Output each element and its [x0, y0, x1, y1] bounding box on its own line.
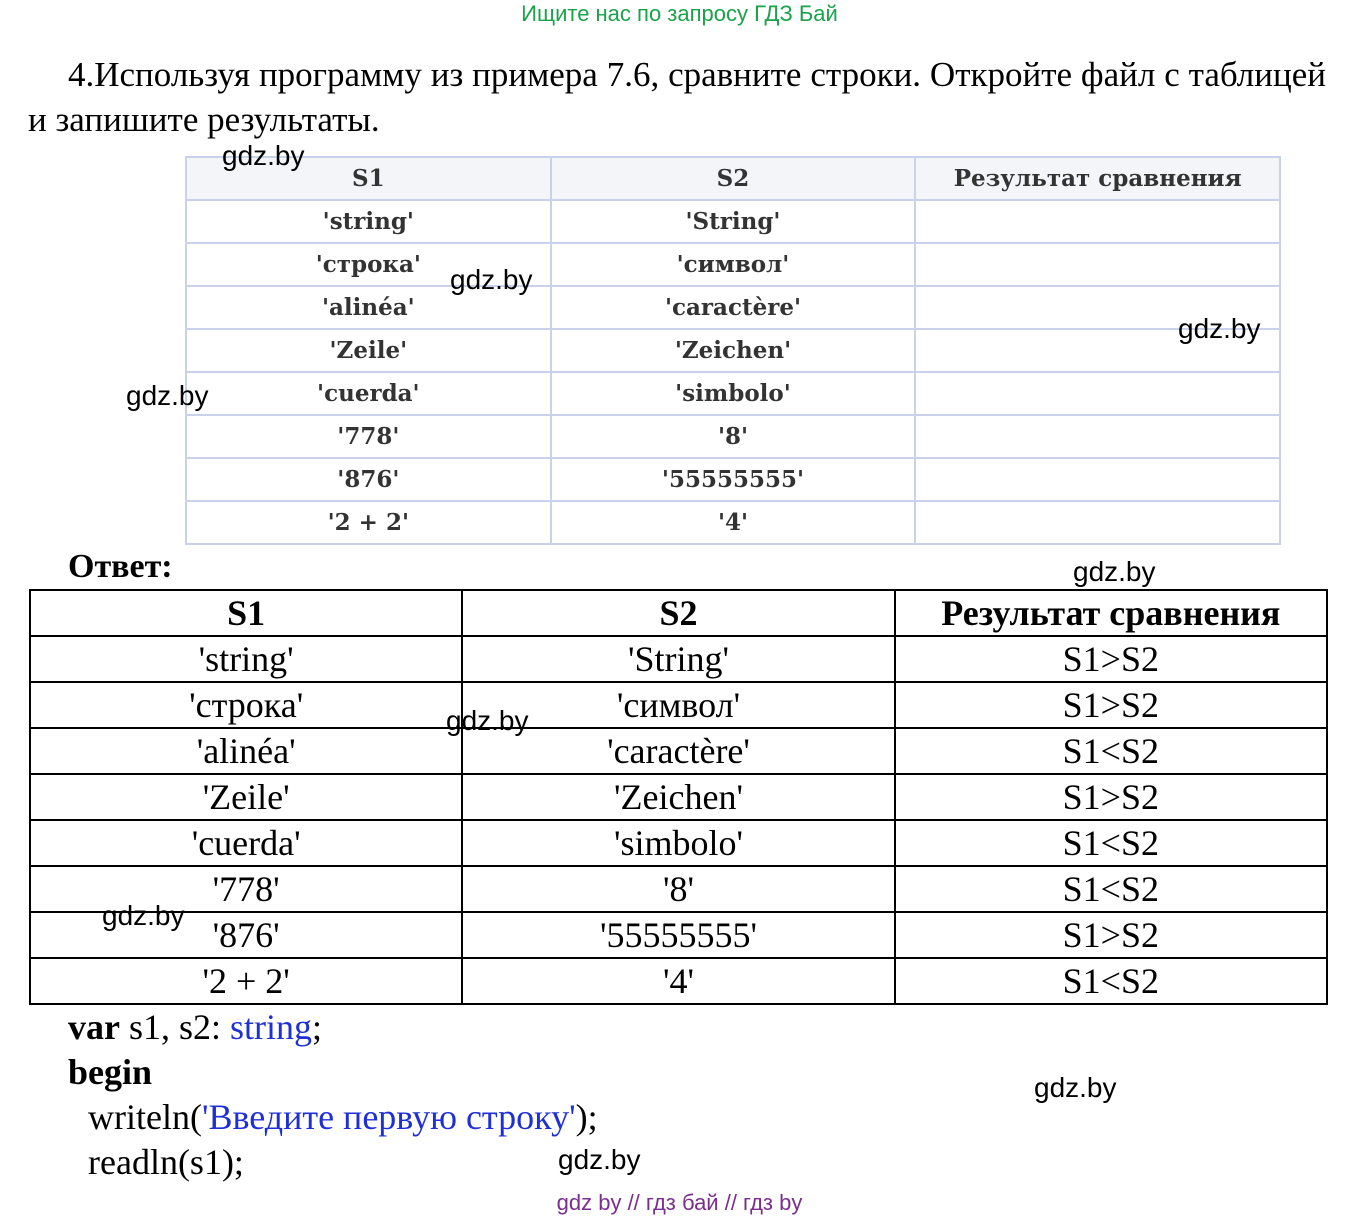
- cell-s2: 'simbolo': [551, 372, 916, 415]
- table-row: [186, 372, 1280, 415]
- cell-s2: 'символ': [551, 243, 916, 286]
- header-result: Результат сравнения: [895, 590, 1327, 636]
- header-s1: S1: [30, 590, 462, 636]
- watermark: gdz.by: [446, 705, 529, 736]
- answer-table: [29, 589, 1328, 1005]
- scanned-table: [185, 156, 1281, 545]
- cell-s2: '8': [551, 415, 916, 458]
- cell-s1: 'alinéa': [30, 728, 462, 774]
- cell-result: S1>S2: [895, 912, 1327, 958]
- cell-result: [915, 200, 1280, 243]
- table-row: [30, 912, 1327, 958]
- code-text: );: [575, 1097, 598, 1137]
- cell-s1: '778': [30, 866, 462, 912]
- footer-links[interactable]: gdz by // гдз бай // гдз by: [556, 1190, 803, 1215]
- answer-table-header: [30, 590, 1327, 636]
- code-line-1: [68, 1005, 322, 1050]
- cell-s2: '4': [551, 501, 916, 544]
- cell-s1: '778': [186, 415, 551, 458]
- cell-result: [915, 458, 1280, 501]
- table-row: [30, 774, 1327, 820]
- code-keyword: begin: [68, 1052, 153, 1092]
- table-row: [30, 682, 1327, 728]
- cell-s2: 'Zeichen': [462, 774, 894, 820]
- cell-result: [915, 415, 1280, 458]
- watermark: gdz.by: [102, 900, 185, 931]
- table-row: [186, 501, 1280, 544]
- top-banner[interactable]: Ищите нас по запросу ГДЗ Бай: [521, 1, 838, 26]
- watermark: gdz.by: [222, 140, 305, 171]
- cell-result: [915, 501, 1280, 544]
- cell-result: [915, 372, 1280, 415]
- cell-result: S1<S2: [895, 820, 1327, 866]
- cell-s1: 'cuerda': [30, 820, 462, 866]
- cell-s1: '876': [186, 458, 551, 501]
- code-line-4: readln(s1);: [88, 1142, 244, 1182]
- table-row: [186, 200, 1280, 243]
- cell-s1: 'строка': [30, 682, 462, 728]
- cell-s1: 'string': [186, 200, 551, 243]
- cell-s1: 'Zeile': [186, 329, 551, 372]
- cell-s1: 'Zeile': [30, 774, 462, 820]
- code-line-2: [68, 1050, 152, 1095]
- watermark: gdz.by: [558, 1144, 641, 1175]
- table-row: [186, 243, 1280, 286]
- cell-s2: '4': [462, 958, 894, 1004]
- cell-s2: 'caractère': [462, 728, 894, 774]
- cell-s1: 'string': [30, 636, 462, 682]
- code-keyword: var: [68, 1007, 120, 1047]
- header-s2: S2: [462, 590, 894, 636]
- cell-result: S1>S2: [895, 636, 1327, 682]
- table-row: [186, 286, 1280, 329]
- cell-s2: 'символ': [462, 682, 894, 728]
- cell-result: S1<S2: [895, 866, 1327, 912]
- table-row: [30, 636, 1327, 682]
- cell-s2: 'Zeichen': [551, 329, 916, 372]
- table-row: [30, 958, 1327, 1004]
- cell-result: [915, 243, 1280, 286]
- code-text: ;: [312, 1007, 323, 1047]
- cell-s2: '8': [462, 866, 894, 912]
- cell-s1: 'строка': [186, 243, 551, 286]
- watermark: gdz.by: [1073, 556, 1156, 587]
- table-row: [186, 458, 1280, 501]
- code-text: writeln(: [88, 1097, 202, 1137]
- task-text: 4.Используя программу из примера 7.6, сравните строки. Откройте файл с таблицей и запишите результаты.: [28, 55, 1326, 139]
- cell-s1: '876': [30, 912, 462, 958]
- cell-s1: '2 + 2': [186, 501, 551, 544]
- cell-result: S1>S2: [895, 682, 1327, 728]
- cell-s2: '55555555': [462, 912, 894, 958]
- cell-s2: '55555555': [551, 458, 916, 501]
- watermark: gdz.by: [450, 264, 533, 295]
- cell-result: S1<S2: [895, 728, 1327, 774]
- header-s1: S1: [186, 157, 551, 200]
- code-string: 'Введите первую строку': [201, 1097, 576, 1137]
- header-s2: S2: [551, 157, 916, 200]
- cell-s1: 'cuerda': [186, 372, 551, 415]
- watermark: gdz.by: [1034, 1072, 1117, 1103]
- header-result: Результат сравнения: [915, 157, 1280, 200]
- code-line-3: [88, 1095, 598, 1140]
- table-row: [186, 329, 1280, 372]
- watermark: gdz.by: [1178, 313, 1261, 344]
- cell-s2: 'String': [462, 636, 894, 682]
- scanned-table-header: [186, 157, 1280, 200]
- table-row: [186, 415, 1280, 458]
- cell-s1: '2 + 2': [30, 958, 462, 1004]
- cell-s1: 'alinéa': [186, 286, 551, 329]
- table-row: [30, 728, 1327, 774]
- cell-s2: 'caractère': [551, 286, 916, 329]
- table-row: [30, 866, 1327, 912]
- code-type: string: [230, 1007, 313, 1047]
- cell-s2: 'String': [551, 200, 916, 243]
- code-text: s1, s2:: [119, 1007, 231, 1047]
- cell-s2: 'simbolo': [462, 820, 894, 866]
- cell-result: S1<S2: [895, 958, 1327, 1004]
- answer-label: Ответ:: [68, 548, 173, 585]
- watermark: gdz.by: [126, 380, 209, 411]
- cell-result: S1>S2: [895, 774, 1327, 820]
- table-row: [30, 820, 1327, 866]
